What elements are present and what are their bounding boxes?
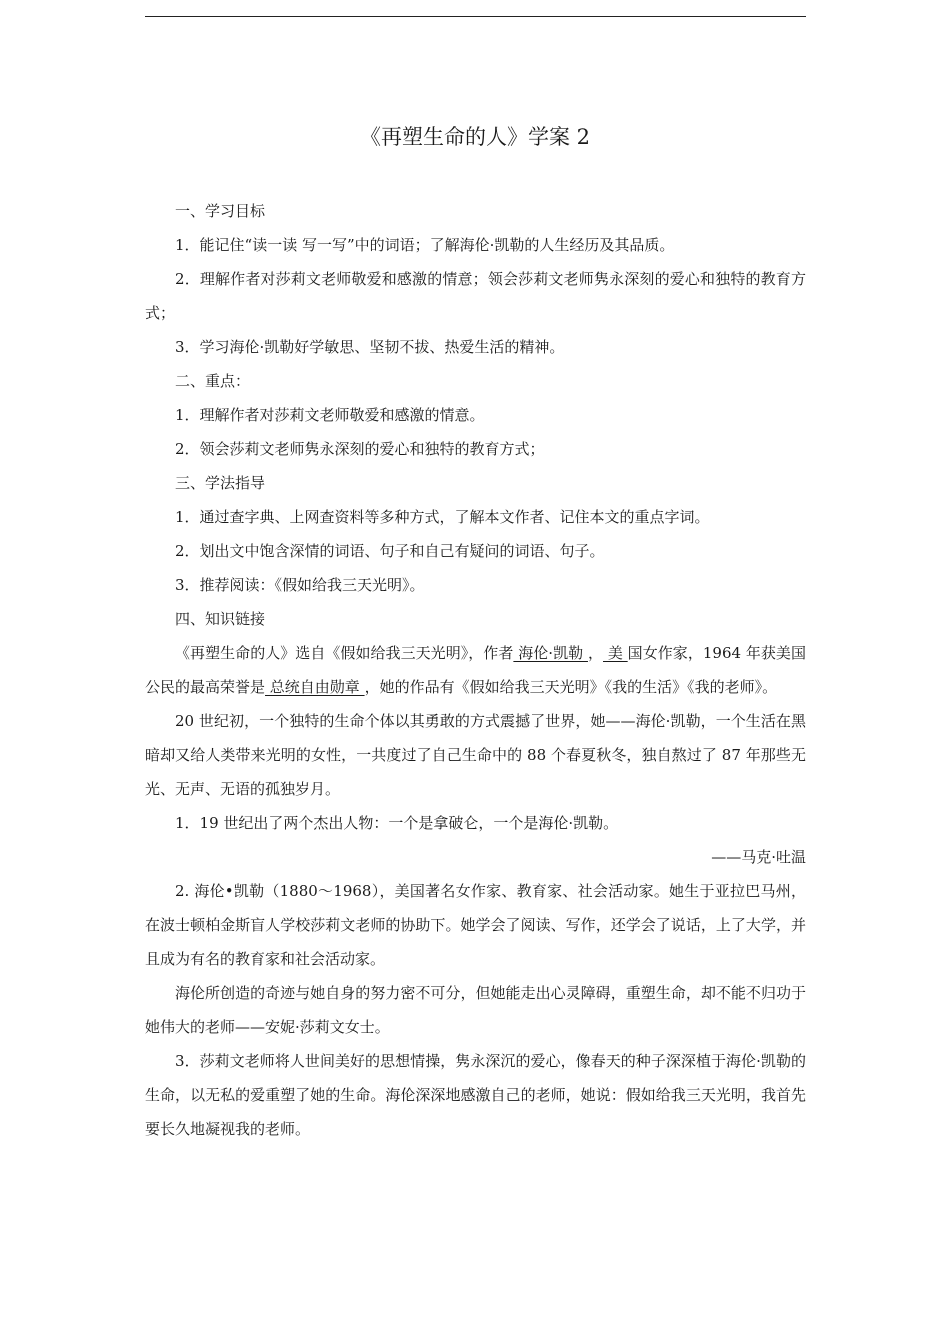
link-text-1: 《再塑生命的人》选自《假如给我三天光明》，作者	[175, 644, 514, 662]
header-rule	[145, 16, 806, 17]
quote-source: ——马克·吐温	[711, 848, 806, 866]
document-title: 《再塑生命的人》学案 2	[359, 125, 591, 149]
goal-item-3: 3．学习海伦·凯勒好学敏思、坚韧不拔、热爱生活的精神。	[175, 338, 565, 356]
key-point-2: 2．领会莎莉文老师隽永深刻的爱心和独特的教育方式；	[175, 440, 545, 458]
method-item-2: 2．划出文中饱含深情的词语、句子和自己有疑问的词语、句子。	[175, 542, 605, 560]
goal-item-1: 1．能记住“读一读 写一写”中的词语；了解海伦·凯勒的人生经历及其品质。	[175, 236, 675, 254]
biography-paragraph: 2. 海伦•凯勒（1880～1968），美国著名女作家、教育家、社会活动家。她生于亚拉巴马州，在波士顿柏金斯盲人学校莎莉文老师的协助下。她学会了阅读、写作，还学会了说话，上了大学，并且成为有名的教育家和社会活动家。	[145, 882, 806, 968]
method-item-1: 1．通过查字典、上网查资料等多种方式，了解本文作者、记住本文的重点字词。	[175, 508, 710, 526]
section-heading-key-points: 二、重点：	[175, 372, 251, 390]
honor-answer: 总统自由勋章	[265, 678, 365, 696]
section-heading-goals: 一、学习目标	[175, 202, 266, 220]
intro-paragraph: 20 世纪初，一个独特的生命个体以其勇敢的方式震撼了世界，她——海伦·凯勒，一个生活在黑暗却又给人类带来光明的女性，一共度过了自己生命中的 88 个春夏秋冬，独自熬过了 87 年那些无光、无声、无语的孤独岁月。	[145, 712, 806, 798]
quote-paragraph: 1．19 世纪出了两个杰出人物：一个是拿破仑，一个是海伦·凯勒。	[175, 814, 619, 832]
goal-item-2: 2．理解作者对莎莉文老师敬爱和感激的情意；领会莎莉文老师隽永深刻的爱心和独特的教育方式；	[145, 270, 806, 322]
author-answer: 海伦·凯勒	[513, 644, 588, 662]
link-text-2: ，	[587, 644, 604, 662]
section-heading-method: 三、学法指导	[175, 474, 266, 492]
country-answer: 美	[603, 644, 628, 662]
link-text-4: ，她的作品有《假如给我三天光明》《我的生活》《我的老师》。	[364, 678, 778, 696]
key-point-1: 1．理解作者对莎莉文老师敬爱和感激的情意。	[175, 406, 485, 424]
knowledge-link-paragraph	[145, 636, 806, 704]
document-body	[145, 194, 806, 1146]
method-item-3: 3．推荐阅读：《假如给我三天光明》。	[175, 576, 425, 594]
link-text-3: 国女作家，1964 年获美国公民的最高荣誉是	[145, 644, 806, 696]
miracle-paragraph: 海伦所创造的奇迹与她自身的努力密不可分，但她能走出心灵障碍，重塑生命，却不能不归功于她伟大的老师——安妮·莎莉文女士。	[145, 984, 806, 1036]
section-heading-knowledge: 四、知识链接	[175, 610, 266, 628]
teacher-paragraph: 3．莎莉文老师将人世间美好的思想情操，隽永深沉的爱心，像春天的种子深深植于海伦·凯勒的生命，以无私的爱重塑了她的生命。海伦深深地感激自己的老师，她说：假如给我三天光明，我首先要长久地凝视我的老师。	[145, 1052, 806, 1138]
